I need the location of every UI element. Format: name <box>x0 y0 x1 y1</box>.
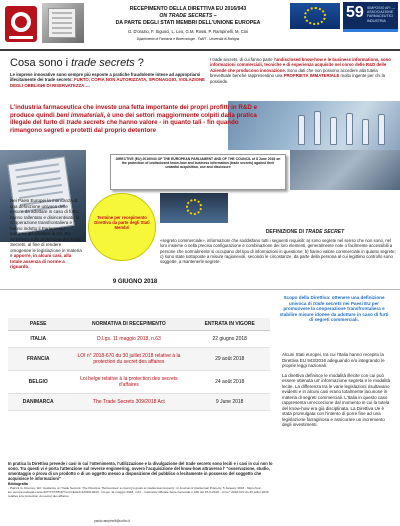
intro-question: Cosa sono i trade secrets ? <box>10 57 144 69</box>
contact-email[interactable]: paola.rampinelli@unibo.it <box>94 519 130 523</box>
department: Dipartimento di Farmacia e Biotecnologie - FaBiT - Università di Bologna <box>136 37 240 41</box>
col-header-country: PAESE <box>8 318 68 331</box>
directive-scope: Scopo della Direttiva: ottenere una definizione univoca di trade secrets nei Paesi EU per promuovere la cooperazione transfrontaliera e stabilire misure idonee da adottare in caso di furti di segreti commerciali. <box>279 295 389 323</box>
date-cell: 29 août 2018 <box>189 348 270 371</box>
bibliography-text: - Patrick G. Rooney, 'EC' Guidance on Trade Secrets: The Directive 'Harmonises' a country's goals to intellectual property', in Journal of Intellectual Property, 5 January 2018 - https://eur-lex.europa.eu/legal-content/IT/TXT/PDF/?uri=CELEX:32016L0943 - D.Lgs. 11 maggio 2018, n.63 – Gazzetta Ufficiale Serie Generale n.138 del 15-6-2018 - LOI n° 2018-670 du 30 juillet 2018 relative à la protection du secret des affaires <box>8 486 269 498</box>
poster-title: RECEPIMENTO DELLA DIRETTIVA EU 2016/943 <box>129 6 247 12</box>
eu-flag-photo <box>160 193 228 223</box>
document-photo <box>42 3 84 43</box>
university-seal-logo <box>3 4 39 44</box>
law-cell: D.Lgs. 11 maggio 2018, n.63 <box>68 331 189 348</box>
definition-text: «segreto commerciale», informazioni che soddisfano tutti i seguenti requisiti: a) sono segrete nel senso che non sono, nel loro insieme o nella precisa configurazione e combinazione dei loro elementi, generalmente note o facilmente accessibili a persone che normalmente si occupano del tipo di informazioni in questione; b) hanno valore commerciale in quanto segrete; c) sono state sottoposte a misure ragionevoli, secondo le circostanze, da parte della persona al cui legittimo controllo sono soggette, a mantenerle segrete. <box>160 238 396 265</box>
directive-citation-card: DIRECTIVE (EU) 2016/943 OF THE EUROPEAN PARLIAMENT AND OF THE COUNCIL of 8 June 2016 on the protection of undisclosed know-how and business information (trade secrets) against their unlawful acquisition, use and disclosure <box>110 154 286 190</box>
date-cell: 22 giugno 2018 <box>189 331 270 348</box>
eu-context-text: Nei Paesi Europei la mancanza di una definizione univoca delle misure da adottare in caso di furto, hanno rallentato e disincentivato la cooperazione transfrontaliera e hanno indotto il Parlamento europeo ad adottare la Dir. EU 2016/943 sulla protezione dei Trade Secrets, al fine di rendere omogenee le legislazione in materia e apporre, in alcuni casi, alla totale assenza di norme a riguardo. <box>10 198 82 269</box>
bibliography-heading: Bibliografia <box>8 482 28 486</box>
badge-number: 59 <box>346 4 364 21</box>
people-meeting-photo <box>290 150 400 190</box>
right-para-2: La direttiva definisce le modalità illecite con cui può essere ottenuta un' informazione segreta e le modalità lecite. La differenza tra le varie legislazioni risultavano evidenti e in alcuni casi erano totalmente lacunose in materia di segreti commerciali. L'Italia in questo caso rappresenta un'eccezione dal momento in cui la tutela del know-how era già disciplinata. La Direttiva Ue è stata promulgata con l'intento di porre fine ad una legislazione farraginosa e assicurare un incremento degli investimenti. <box>282 372 391 427</box>
date-cell: 9 June 2018 <box>189 394 270 411</box>
definition-heading: DEFINIZIONE DI TRADE SECRET <box>265 229 345 235</box>
intro-right-text: I trade secrets, di cui fanno parte l'undisclosed know-how e le business informations, sono informazioni commerciali, tecniche e di esperienza acquisite nel corso delle R&D delle Aziende che producono innovazione. Sono dati che non possono accedere alla tutela brevettuale benché rappresentino una PROPRIETÀ IMMATERIALE molto ingente per chi la possiede. <box>210 57 391 84</box>
poster-subtitle: ON TRADE SECRETS – <box>159 13 217 19</box>
section-divider <box>0 289 400 290</box>
date-cell: 24 août 2018 <box>189 371 270 394</box>
deadline-date: 9 GIUGNO 2018 <box>112 279 158 285</box>
deadline-circle-label: Termine per recepimento Direttiva da parte degli Stati Membri <box>94 215 150 230</box>
law-cell: Loi belge relative à la protection des secrets d'affaires <box>68 371 189 394</box>
right-para-1: Alcuni Stati europei, tra cui l'Italia hanno recepito la Direttiva EU 943/2016 adeguando e/o integrando le proprie leggi nazionali. <box>282 352 385 368</box>
country-cell: FRANCIA <box>8 348 68 371</box>
reverse-engineering-text: In pratica la Direttiva prevede i casi in cui l'ottenimento, l'utilizzazione e la divulgazione del trade secrets sono leciti e i casi in cui non lo sono. Tra questi vi è porta l'attenzione sul reverse engineering, ovvero l'acquisizione del know-how attraverso l' "osservazione, studio, smontaggio o prova di un prodotto o di un oggetto messo a disposizione del pubblico o lecitamente in possesso del soggetto che acquisisce le informazioni" <box>8 461 273 481</box>
authors: G. D'orazio, F. Siguoci, L. Leo, G.M. Rossi, P. Rampinelli, M. Cini <box>127 29 249 34</box>
intro-left-text: Le imprese innovative sono sempre più esposte a pratiche fraudolente intese ad appropriarsi illecitamente dei trade secrets: FURTO, COPIA NON AUTORIZZATA, SPIONAGGIO, VIOLAZIONE DEGLI OBBLIGHI DI RISERVATEZZA…. <box>10 72 205 88</box>
header-divider <box>0 49 400 51</box>
badge-text: SIMPOSIO AFI — ASSOCIAZIONE FARMACEUTICI INDUSTRIA <box>367 6 396 23</box>
symposium-badge <box>343 2 398 32</box>
law-cell: The Trade Secrets 309/2018 Act <box>68 394 189 411</box>
poster-title-line3: DA PARTE DEGLI STATI MEMBRI DELL'UNIONE EUROPEA <box>115 20 261 26</box>
transposition-table <box>8 318 270 411</box>
table-row <box>8 331 270 348</box>
col-header-date: ENTRATA IN VIGORE <box>189 318 270 331</box>
table-row <box>8 394 270 411</box>
table-row <box>8 371 270 394</box>
col-header-law: NORMATIVA DI RECEPIMENTO <box>68 318 189 331</box>
table-header-row <box>8 318 270 331</box>
pharma-industry-banner: L'industria farmaceutica che investe una fetta importante dei propri profitti in R&D e produce quindi beni immateriali, è uno dei settori maggiormente colpiti dalla pratica illegale del furto di trade secrets che hanno valore - in quanto tali - fin quando rimangono segreti e protetti dal proprio detentore <box>10 104 257 134</box>
table-row <box>8 348 270 371</box>
country-cell: BELGIO <box>8 371 68 394</box>
eu-flag-logo <box>290 3 340 29</box>
law-cell: LOI n° 2018-670 du 30 juillet 2018 relative à la protection du secret des affaires <box>68 348 189 371</box>
country-cell: ITALIA <box>8 331 68 348</box>
right-column-text <box>282 352 394 432</box>
country-cell: DANIMARCA <box>8 394 68 411</box>
